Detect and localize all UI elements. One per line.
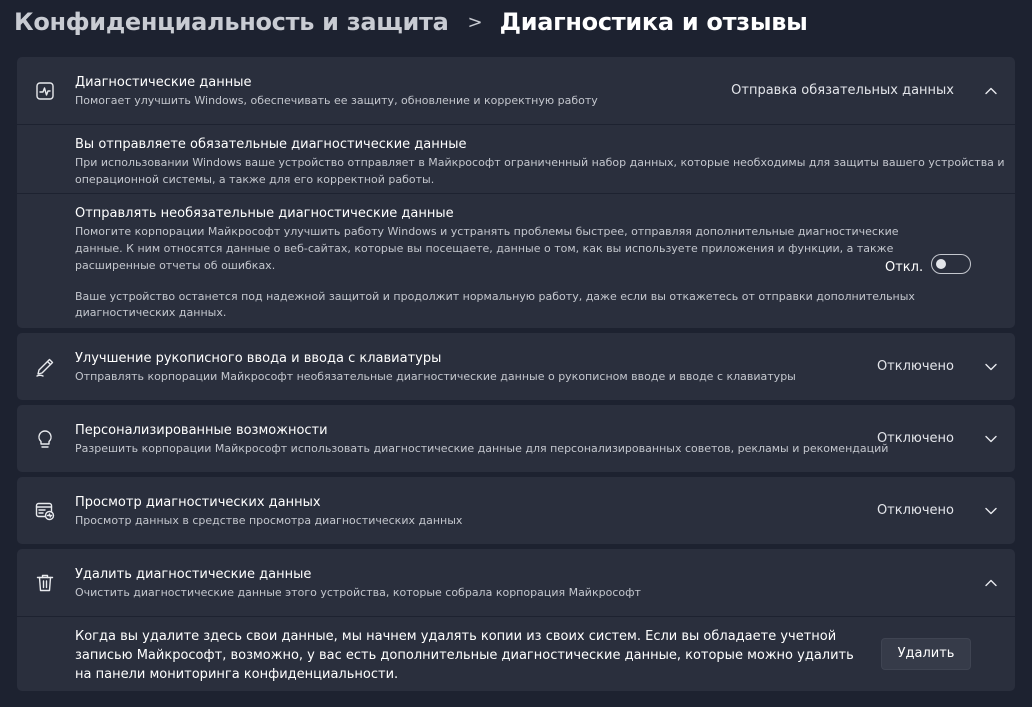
inking-title: Улучшение рукописного ввода и ввода с клавиатуры — [75, 351, 442, 366]
optional-data-setting — [17, 194, 1015, 328]
tailored-card[interactable] — [17, 405, 1015, 472]
diagnostic-pulse-icon — [34, 80, 56, 102]
viewer-value: Отключено — [876, 503, 954, 518]
inking-value: Отключено — [876, 359, 954, 374]
inking-subtitle: Отправлять корпорации Майкрософт необязательные диагностические данные о рукописном вводе и вводе с клавиатуры — [75, 370, 796, 383]
viewer-subtitle: Просмотр данных в средстве просмотра диагностических данных — [75, 514, 463, 527]
inking-card[interactable] — [17, 333, 1015, 400]
optional-data-title: Отправлять необязательные диагностические данные — [75, 206, 454, 221]
tailored-title: Персонализированные возможности — [75, 423, 328, 438]
data-viewer-icon — [34, 500, 56, 522]
delete-header[interactable] — [17, 549, 1015, 616]
tailored-subtitle: Разрешить корпорации Майкрософт использовать диагностические данные для персонализированных советов, рекламы и рекомендаций — [75, 442, 889, 455]
pen-icon — [34, 356, 56, 378]
breadcrumb-separator-icon: > — [467, 11, 483, 33]
breadcrumb-parent[interactable]: Конфиденциальность и защита — [14, 8, 449, 36]
trash-icon — [34, 572, 56, 594]
delete-description: Когда вы удалите здесь свои данные, мы начнем удалять копии из своих систем. Если вы обладаете учетной записью Майкрософт, возможно, у вас есть дополнительные диагностические данные, которые можно удалить на панели мониторинга конфиденциальности. — [75, 629, 854, 682]
optional-data-note2: диагностических данных. — [75, 306, 227, 319]
optional-data-toggle-label: Откл. — [885, 260, 924, 275]
delete-button[interactable]: Удалить — [881, 638, 971, 670]
delete-subtitle: Очистить диагностические данные этого устройства, которые собрала корпорация Майкрософт — [75, 586, 641, 599]
viewer-title: Просмотр диагностических данных — [75, 495, 321, 510]
chevron-up-icon[interactable] — [984, 576, 998, 590]
optional-data-note1: Ваше устройство останется под надежной защитой и продолжит нормальную работу, даже если вы откажетесь от отправки дополнительных — [75, 290, 915, 303]
optional-data-toggle[interactable] — [931, 254, 971, 274]
chevron-down-icon[interactable] — [984, 504, 998, 518]
diagnostic-data-title: Диагностические данные — [75, 75, 252, 90]
chevron-down-icon[interactable] — [984, 432, 998, 446]
diagnostic-data-header[interactable] — [17, 57, 1015, 124]
delete-body — [17, 617, 1015, 691]
delete-title: Удалить диагностические данные — [75, 567, 312, 582]
required-data-line2: операционной системы, а также для его корректной работы. — [75, 173, 435, 186]
required-data-line1: При использовании Windows ваше устройство отправляет в Майкрософт ограниченный набор данных, которые необходимы для защиты вашего устройства и — [75, 156, 1005, 169]
diagnostic-data-value: Отправка обязательных данных — [731, 83, 954, 98]
delete-card — [17, 549, 1015, 691]
required-data-title: Вы отправляете обязательные диагностические данные — [75, 137, 467, 152]
chevron-down-icon[interactable] — [984, 360, 998, 374]
viewer-card[interactable] — [17, 477, 1015, 544]
toggle-knob — [936, 259, 946, 269]
lightbulb-icon — [34, 428, 56, 450]
required-data-info — [17, 125, 1015, 193]
optional-data-line3: расширенные отчеты об ошибках. — [75, 259, 276, 272]
optional-data-line2: данные. К ним относятся данные о веб-сайтах, которые вы посещаете, данные о том, как вы используете приложения и функции, а также — [75, 242, 894, 255]
page-title: Диагностика и отзывы — [499, 8, 808, 36]
chevron-up-icon[interactable] — [984, 84, 998, 98]
optional-data-line1: Помогите корпорации Майкрософт улучшить работу Windows и устранять проблемы быстрее, отправляя дополнительные диагностические — [75, 225, 899, 238]
diagnostic-data-card — [17, 57, 1015, 328]
diagnostic-data-subtitle: Помогает улучшить Windows, обеспечивать ее защиту, обновление и корректную работу — [75, 94, 598, 107]
tailored-value: Отключено — [876, 431, 954, 446]
breadcrumb — [14, 2, 808, 42]
